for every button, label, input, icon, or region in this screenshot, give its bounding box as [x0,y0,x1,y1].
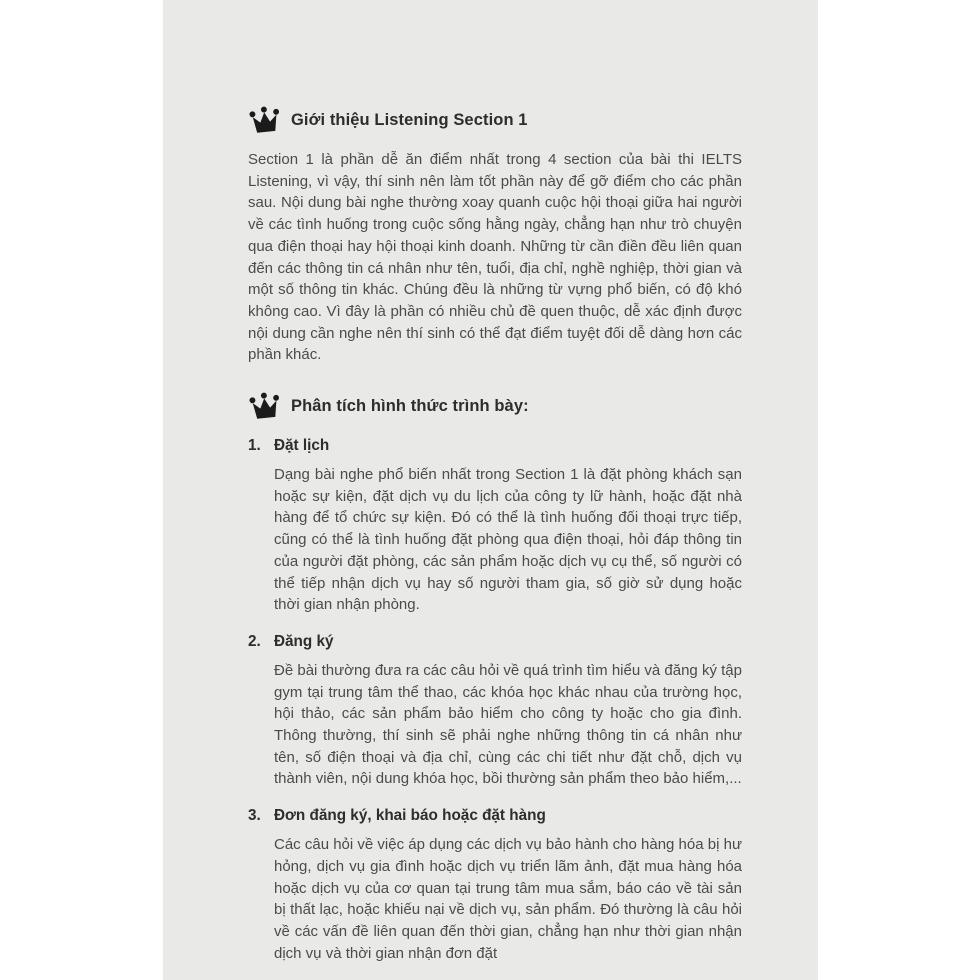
crown-icon [247,390,284,421]
list-item-dat-lich [248,437,742,616]
list-item-dang-ky [248,633,742,790]
list-item-number: 2. [248,632,261,650]
section-heading-analysis [248,392,742,420]
list-item-title [248,437,742,455]
page-content [163,0,818,964]
list-item-title-text: Đăng ký [274,632,334,650]
list-item-number: 1. [248,437,261,455]
book-page [163,0,818,980]
list-item-body: Dạng bài nghe phổ biến nhất trong Section 1 là đặt phòng khách sạn hoặc sự kiện, đặt dịch vụ du lịch của công ty lữ hành, hoặc đặt nhà hàng để tổ chức sự kiện. Đó có thể là tình huống đối thoại trực tiếp, cũng có thể là tình huống đặt phòng qua điện thoại, hỏi đáp thông tin của người đặt phòng, các sản phẩm hoặc dịch vụ cụ thể, số người có thể tiếp nhận dịch vụ hay số người tham gia, số giờ sử dụng hoặc thời gian nhận phòng. [274,466,742,614]
list-item-title-text: Đơn đăng ký, khai báo hoặc đặt hàng [274,807,546,825]
list-item-title [248,633,742,651]
list-item-number: 3. [248,807,261,825]
section-heading-intro [248,106,742,134]
list-item-title [248,807,742,825]
section-heading-intro-text: Giới thiệu Listening Section 1 [291,110,528,129]
intro-paragraph: Section 1 là phần dễ ăn điểm nhất trong 4 section của bài thi IELTS Listening, vì vậy, thí sinh nên làm tốt phần này để gỡ điểm cho các phần sau. Nội dung bài nghe thường xoay quanh cuộc hội thoại giữa hai người về các tình huống trong cuộc sống hằng ngày, chẳng hạn như trò chuyện qua điện thoại hay hội thoại kinh doanh. Những từ cần điền đều liên quan đến các thông tin cá nhân như tên, tuổi, địa chỉ, nghề nghiệp, thời gian và một số thông tin khác. Chúng đều là những từ vựng phổ biến, có độ khó không cao. Vì đây là phần có nhiều chủ đề quen thuộc, dễ xác định được nội dung cần nghe nên thí sinh có thể đạt điểm tuyệt đối dễ dàng hơn các phần khác. [248,151,742,364]
crown-icon [247,104,284,135]
list-item-body: Các câu hỏi về việc áp dụng các dịch vụ bảo hành cho hàng hóa bị hư hỏng, dịch vụ gia đình hoặc dịch vụ triển lãm ảnh, đặt mua hàng hóa hoặc dịch vụ của cơ quan tại trung tâm mua sắm, báo cáo về tài sản bị thất lạc, hoặc khiếu nại về dịch vụ, sản phẩm. Đó thường là câu hỏi về các vấn đề liên quan đến thời gian, chẳng hạn như thời gian nhận dịch vụ và thời gian nhận đơn đặt [274,836,742,962]
section-heading-analysis-text: Phân tích hình thức trình bày: [291,396,529,415]
list-item-don-dang-ky [248,807,742,964]
list-item-title-text: Đặt lịch [274,437,330,455]
list-item-body: Đề bài thường đưa ra các câu hỏi về quá trình tìm hiểu và đăng ký tập gym tại trung tâm thể thao, các khóa học khác nhau của trường học, hội thảo, các sản phẩm bảo hiểm cho công ty hoặc cho gia đình. Thông thường, thí sinh sẽ phải nghe những thông tin cá nhân như tên, số điện thoại và địa chỉ, cùng các chi tiết như đặt chỗ, dịch vụ thành viên, nội dung khóa học, bồi thường sản phẩm theo bảo hiểm,... [274,661,742,788]
